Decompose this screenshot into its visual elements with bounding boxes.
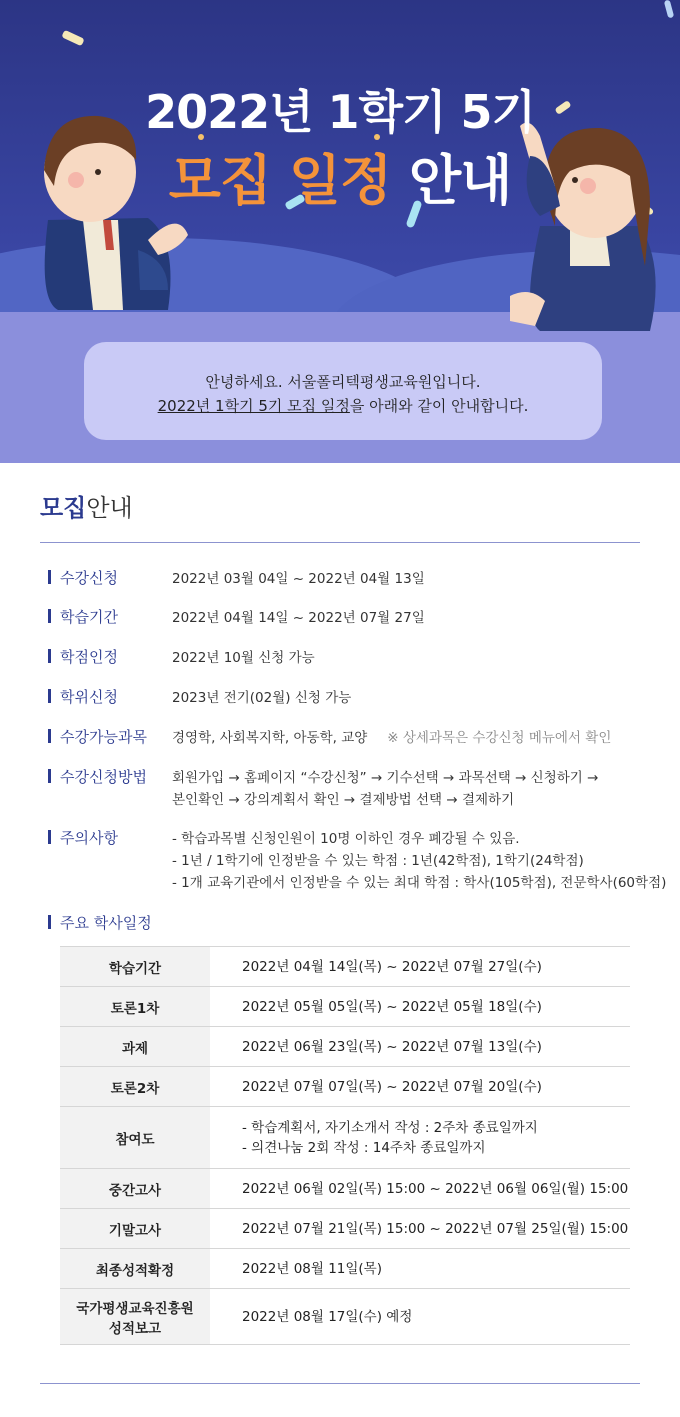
schedule-title: 주요 학사일정 [48,912,152,933]
greeting-line2-rest: 을 아래와 같이 안내합니다. [349,397,529,415]
info-value-line: 회원가입 → 홈페이지 “수강신청” → 기수선택 → 과목선택 → 신청하기 → [172,770,599,786]
confetti-icon [664,0,674,18]
greeting-line1: 안녕하세요. 서울폴리텍평생교육원입니다. [205,373,481,391]
schedule-label: 과제 [60,1027,210,1067]
schedule-label: 중간고사 [60,1169,210,1209]
banner-title-highlight: 모집 일정 [168,149,392,212]
info-note: ※ 상세과목은 수강신청 메뉴에서 확인 [387,730,612,746]
section-title-rest: 안내 [86,494,133,522]
schedule-value: 2022년 07월 21일(목) 15:00 ~ 2022년 07월 25일(월) 15:00 [210,1209,630,1249]
info-row-registration [48,567,668,591]
confetti-icon [61,30,84,47]
info-value: 2022년 03월 04일 ~ 2022년 04월 13일 [172,571,425,587]
schedule-label: 토론2차 [60,1067,210,1107]
info-label: 수강가능과목 [48,726,147,747]
info-value-line: 본인확인 → 강의계획서 확인 → 결제방법 선택 → 결제하기 [172,792,515,808]
info-row-credit [48,646,668,670]
schedule-label-line: 국가평생교육진흥원 [76,1300,194,1317]
schedule-label-line: 성적보고 [108,1320,162,1337]
schedule-value: 2022년 06월 23일(목) ~ 2022년 07월 13일(수) [210,1027,630,1067]
schedule-label: 참여도 [60,1107,210,1169]
schedule-label: 최종성적확정 [60,1249,210,1289]
schedule-value: 2022년 08월 11일(목) [210,1249,630,1289]
schedule-table [60,946,630,1345]
table-row [60,1067,630,1107]
schedule-value-line: - 학습계획서, 자기소개서 작성 : 2주차 종료일까지 [242,1119,538,1136]
info-row-study-period [48,606,668,630]
schedule-label: 학습기간 [60,947,210,987]
info-label: 학점인정 [48,646,118,667]
info-row-method [48,766,668,814]
schedule-value: 2022년 07월 07일(목) ~ 2022년 07월 20일(수) [210,1067,630,1107]
table-row [60,1107,630,1169]
info-value-line: - 1개 교육기관에서 인정받을 수 있는 최대 학점 : 학사(105학점), 전문학사(60학점) [172,875,667,891]
info-value [172,767,672,811]
table-row [60,1289,630,1345]
info-row-courses [48,726,668,750]
divider-top [40,542,640,543]
info-value-line: - 학습과목별 신청인원이 10명 이하인 경우 폐강될 수 있음. [172,831,520,847]
info-row-degree [48,686,668,710]
info-value-line: - 1년 / 1학기에 인정받을 수 있는 학점 : 1년(42학점), 1학기(24학점) [172,853,584,869]
info-value: 2022년 04월 14일 ~ 2022년 07월 27일 [172,610,425,626]
schedule-value: 2022년 05월 05일(목) ~ 2022년 05월 18일(수) [210,987,630,1027]
greeting-underlined-text: 2022년 1학기 5기 모집 일정 [157,397,350,415]
schedule-label: 기말고사 [60,1209,210,1249]
info-value: 2023년 전기(02월) 신청 가능 [172,690,352,706]
table-row [60,1249,630,1289]
info-label: 수강신청 [48,567,118,588]
banner-title-rest: 안내 [408,149,512,212]
banner-title-line2 [0,138,680,215]
schedule-value: 2022년 04월 14일(목) ~ 2022년 07월 27일(수) [210,947,630,987]
info-label: 학위신청 [48,686,118,707]
divider-bottom [40,1383,640,1384]
info-label: 주의사항 [48,827,118,848]
info-label: 학습기간 [48,606,118,627]
schedule-label: 토론1차 [60,987,210,1027]
section-title [40,488,133,523]
schedule-value [210,1107,630,1169]
info-value [172,828,672,894]
table-row [60,947,630,987]
greeting-line2 [84,394,602,418]
schedule-value: 2022년 06월 02일(목) 15:00 ~ 2022년 06월 06일(월) 15:00 [210,1169,630,1209]
schedule-label [60,1289,210,1345]
table-row [60,1209,630,1249]
table-row [60,1027,630,1067]
schedule-value-line: - 의견나눔 2회 작성 : 14주차 종료일까지 [242,1139,486,1156]
greeting-box [84,342,602,440]
info-value-text: 경영학, 사회복지학, 아동학, 교양 [172,730,368,746]
banner-title-line1: 2022년 1학기 5기 [145,85,535,139]
hero-banner [0,0,680,463]
info-value: 2022년 10월 신청 가능 [172,650,315,666]
section-title-bold: 모집 [40,494,87,522]
table-row [60,1169,630,1209]
table-row [60,987,630,1027]
schedule-value: 2022년 08월 17일(수) 예정 [210,1289,630,1345]
info-value [172,727,672,749]
info-label: 수강신청방법 [48,766,147,787]
info-row-notice [48,827,668,895]
